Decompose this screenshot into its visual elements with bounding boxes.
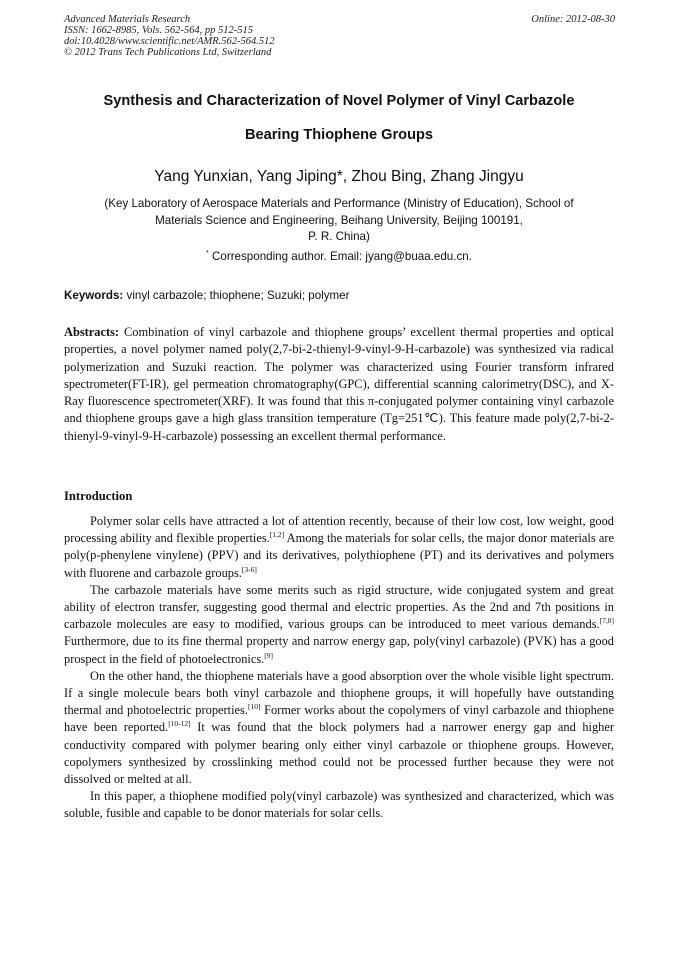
citation: [3-6] [241, 564, 257, 574]
intro-paragraph-3 [64, 668, 614, 788]
doi-line: doi:10.4028/www.scientific.net/AMR.562-564.512 [64, 36, 275, 47]
keywords-label: Keywords: [64, 289, 124, 302]
abstract-text: Combination of vinyl carbazole and thiophene groups’ excellent thermal properties and optical properties, a novel polymer named poly(2,7-bi-2-thienyl-9-vinyl-9-H-carbazole) was synthesized via radical polymerization and Suzuki reaction. The polymer was characterized using Fourier transform infrared spectrometer(FT-IR), gel permeation chromatography(GPC), differential scanning calorimetry(DSC), and X-Ray fluorescence spectrometer(XRF). It was found that this π-conjugated polymer containing vinyl carbazole and thiophene groups gave a high glass transition temperature (Tg=251℃). This feature made poly(2,7-bi-2-thienyl-9-vinyl-9-H-carbazole) possessing an excellent thermal performance. [64, 325, 614, 443]
introduction-heading: Introduction [64, 489, 133, 503]
affiliation [64, 196, 614, 265]
copyright-line: © 2012 Trans Tech Publications Ltd, Switzerland [64, 47, 272, 58]
citation: [10-12] [168, 719, 191, 729]
keywords-text: vinyl carbazole; thiophene; Suzuki; polymer [126, 289, 350, 302]
affiliation-line-3: P. R. China) [308, 230, 370, 243]
journal-header [64, 14, 275, 58]
paper-title-line-1: Synthesis and Characterization of Novel Polymer of Vinyl Carbazole [103, 93, 575, 109]
intro-p2-text-b: Furthermore, due to its fine thermal property and narrow energy gap, poly(vinyl carbazole) (PVK) has a good prospect in the field of photoelectronics. [64, 634, 614, 666]
citation: [10] [247, 702, 261, 712]
intro-p2-text-a: The carbazole materials have some merits such as rigid structure, wide conjugated system and great ability of electron transfer, suggesting good thermal and electric properties. As the 2nd and 7th positions in carbazole molecules are easy to modified, various groups can be introduced to meet various demands. [64, 582, 614, 632]
intro-p3-text-a: On the other hand, the thiophene materials have a good absorption over the whole visible light spectrum. If a single molecule bears both vinyl carbazole and thiophene groups, it will hopefully have outstanding thermal and photoelectric properties. [64, 668, 614, 718]
affiliation-line-2: Materials Science and Engineering, Beihang University, Beijing 100191, [155, 213, 523, 227]
abstract [64, 324, 614, 445]
intro-paragraph-2 [64, 582, 614, 668]
introduction-body [64, 513, 614, 823]
intro-p1-text-b: Among the materials for solar cells, the major donor materials are poly(p-phenylene vinylene) (PPV) and its derivatives, polythiophene (PT) and its derivatives and polymers with fluorene and carbazole groups. [64, 531, 615, 580]
journal-name: Advanced Materials Research [64, 14, 191, 25]
intro-p1-text-a: Polymer solar cells have attracted a lot of attention recently, because of their low cost, low weight, good processing ability and flexible properties. [64, 514, 614, 546]
intro-paragraph-1 [64, 513, 614, 582]
paper-title-line-2: Bearing Thiophene Groups [244, 127, 434, 143]
corresponding-mark: * [206, 249, 209, 257]
online-date: Online: 2012-08-30 [531, 14, 615, 25]
citation: [1,2] [269, 530, 285, 540]
intro-p3-text-b: Former works about the copolymers of vinyl carbazole and thiophene have been reported. [64, 703, 614, 735]
citation: [9] [264, 650, 274, 660]
author-list: Yang Yunxian, Yang Jiping*, Zhou Bing, Zhang Jingyu [154, 168, 524, 185]
intro-paragraph-4: In this paper, a thiophene modified poly(vinyl carbazole) was synthesized and characterized, which was soluble, fusible and capable to be donor materials for solar cells. [64, 789, 614, 821]
corresponding-text: Corresponding author. Email: jyang@buaa.edu.cn. [212, 249, 472, 263]
keywords [64, 289, 614, 302]
issn-line: ISSN: 1662-8985, Vols. 562-564, pp 512-515 [64, 25, 253, 36]
abstract-label: Abstracts: [64, 325, 120, 339]
intro-p3-text-c: It was found that the block polymers had a narrower energy gap and higher conductivity compared with polymer bearing only either vinyl carbazole or thiophene groups. However, copolymers synthesized by crosslinking method could not be processed further because they were not dissolved or melted at all. [64, 720, 614, 787]
citation: [7,8] [599, 616, 614, 626]
affiliation-line-1: (Key Laboratory of Aerospace Materials and Performance (Ministry of Education), School of [104, 197, 574, 210]
corresponding-author [64, 246, 614, 265]
